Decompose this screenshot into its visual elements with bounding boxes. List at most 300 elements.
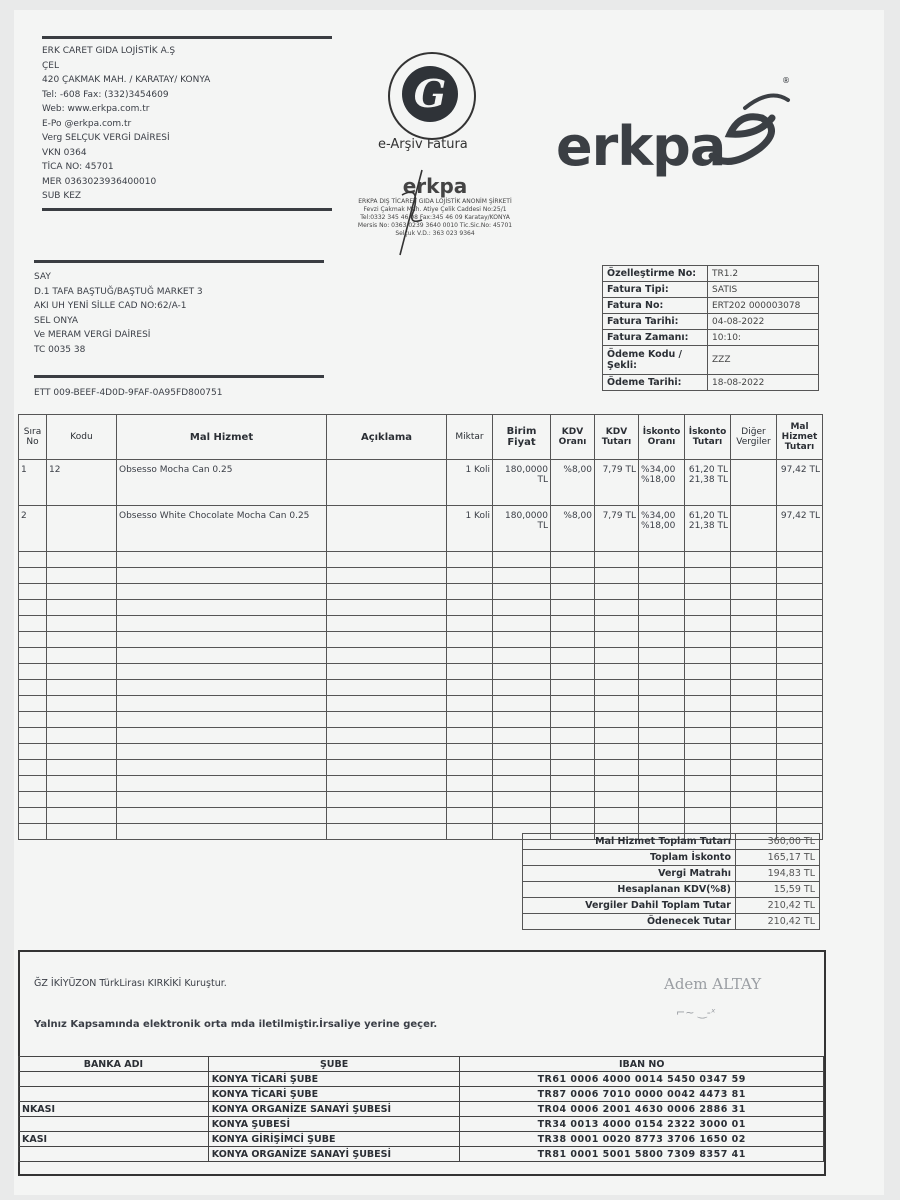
empty-cell — [327, 696, 447, 712]
empty-cell — [47, 728, 117, 744]
empty-table-row — [19, 552, 823, 568]
col-header: İskonto Oranı — [639, 415, 685, 460]
empty-cell — [493, 552, 551, 568]
empty-cell — [551, 712, 595, 728]
empty-cell — [327, 568, 447, 584]
cell-disc-amount: 61,20 TL 21,38 TL — [685, 506, 731, 552]
empty-cell — [327, 552, 447, 568]
empty-cell — [551, 808, 595, 824]
empty-cell — [551, 728, 595, 744]
bank-name — [19, 1117, 209, 1132]
cell-no: 2 — [19, 506, 47, 552]
empty-cell — [685, 552, 731, 568]
empty-cell — [777, 712, 823, 728]
empty-cell — [19, 808, 47, 824]
empty-cell — [47, 744, 117, 760]
bank-name: KASI — [19, 1132, 209, 1147]
totals-label: Ödenecek Tutar — [523, 914, 736, 930]
stamp-line: Selçuk V.D.: 363 023 9364 — [395, 230, 475, 237]
empty-cell — [777, 616, 823, 632]
cell-price: 180,0000 TL — [493, 460, 551, 506]
empty-table-row — [19, 712, 823, 728]
cell-desc — [327, 506, 447, 552]
empty-cell — [595, 776, 639, 792]
empty-cell — [493, 776, 551, 792]
seller-line: MER 0363023936400010 — [42, 176, 157, 187]
empty-cell — [117, 712, 327, 728]
empty-cell — [447, 568, 493, 584]
empty-cell — [47, 600, 117, 616]
col-header: Birim Fiyat — [493, 415, 551, 460]
empty-table-row — [19, 696, 823, 712]
cell-disc-amount: 61,20 TL 21,38 TL — [685, 460, 731, 506]
cell-price: 180,0000 TL — [493, 506, 551, 552]
gib-letter: G — [402, 66, 458, 122]
empty-cell — [447, 648, 493, 664]
totals-table — [522, 833, 820, 930]
bank-branch: KONYA GİRİŞİMCİ ŞUBE — [208, 1132, 460, 1147]
empty-cell — [731, 696, 777, 712]
empty-cell — [447, 600, 493, 616]
ettn-line: ETT 009-BEEF-4D0D-9FAF-0A95FD800751 — [34, 388, 223, 398]
empty-cell — [595, 680, 639, 696]
empty-cell — [777, 760, 823, 776]
totals-row — [523, 834, 820, 850]
empty-cell — [731, 760, 777, 776]
empty-cell — [685, 584, 731, 600]
empty-cell — [595, 552, 639, 568]
empty-cell — [19, 712, 47, 728]
seller-line: E-Po @erkpa.com.tr — [42, 118, 132, 129]
empty-cell — [551, 680, 595, 696]
empty-table-row — [19, 600, 823, 616]
empty-cell — [327, 712, 447, 728]
empty-cell — [47, 648, 117, 664]
bank-name — [19, 1087, 209, 1102]
empty-table-row — [19, 648, 823, 664]
meta-key: Özelleştirme No: — [603, 266, 708, 282]
empty-cell — [685, 600, 731, 616]
empty-cell — [117, 728, 327, 744]
empty-cell — [639, 760, 685, 776]
bank-iban: TR61 0006 4000 0014 5450 0347 59 — [460, 1072, 824, 1087]
bank-name — [19, 1072, 209, 1087]
meta-value: ERT202 000003078 — [708, 298, 819, 314]
empty-table-row — [19, 664, 823, 680]
empty-cell — [551, 648, 595, 664]
empty-cell — [639, 792, 685, 808]
totals-label: Toplam İskonto — [523, 850, 736, 866]
amount-in-words: ĞZ İKİYÜZON TürkLirası KIRKİKİ Kuruştur. — [34, 978, 227, 989]
empty-cell — [47, 776, 117, 792]
empty-cell — [493, 632, 551, 648]
bank-row — [19, 1147, 824, 1162]
empty-cell — [493, 648, 551, 664]
empty-cell — [19, 680, 47, 696]
empty-cell — [447, 584, 493, 600]
seller-line: TİCA NO: 45701 — [42, 162, 114, 172]
empty-table-row — [19, 568, 823, 584]
seller-line: 420 ÇAKMAK MAH. / KARATAY/ KONYA — [42, 75, 211, 85]
empty-cell — [685, 696, 731, 712]
seller-line: SUB KEZ — [42, 191, 82, 201]
gib-seal-logo — [388, 52, 476, 140]
empty-cell — [493, 728, 551, 744]
empty-cell — [639, 568, 685, 584]
empty-cell — [117, 584, 327, 600]
empty-cell — [117, 696, 327, 712]
col-header: Sıra No — [19, 415, 47, 460]
empty-cell — [47, 616, 117, 632]
empty-cell — [595, 584, 639, 600]
cell-vat-rate: %8,00 — [551, 460, 595, 506]
bank-iban: TR04 0006 2001 4630 0006 2886 31 — [460, 1102, 824, 1117]
empty-cell — [327, 728, 447, 744]
empty-cell — [493, 712, 551, 728]
bank-name: NKASI — [19, 1102, 209, 1117]
empty-cell — [493, 680, 551, 696]
empty-cell — [47, 680, 117, 696]
empty-cell — [19, 728, 47, 744]
empty-cell — [777, 600, 823, 616]
empty-cell — [19, 760, 47, 776]
empty-cell — [19, 776, 47, 792]
empty-cell — [47, 760, 117, 776]
bank-row — [19, 1132, 824, 1147]
earsiv-label: e-Arşiv Fatura — [378, 137, 468, 152]
empty-cell — [47, 568, 117, 584]
cell-code — [47, 506, 117, 552]
bank-header-row — [19, 1057, 824, 1072]
empty-cell — [447, 696, 493, 712]
cell-name: Obsesso Mocha Can 0.25 — [117, 460, 327, 506]
empty-cell — [447, 728, 493, 744]
stamp-line: Fevzi Çakmak Mah. Atiye Çelik Caddesi No:25/1 — [363, 206, 507, 213]
empty-cell — [117, 792, 327, 808]
empty-cell — [47, 584, 117, 600]
meta-row — [603, 346, 819, 375]
buyer-line: SAY — [34, 272, 51, 282]
empty-cell — [639, 744, 685, 760]
empty-cell — [47, 632, 117, 648]
empty-cell — [327, 664, 447, 680]
totals-row — [523, 898, 820, 914]
empty-cell — [731, 664, 777, 680]
empty-cell — [447, 824, 493, 840]
empty-table-row — [19, 792, 823, 808]
empty-cell — [639, 664, 685, 680]
empty-cell — [551, 760, 595, 776]
empty-cell — [777, 568, 823, 584]
totals-label: Vergi Matrahı — [523, 866, 736, 882]
meta-value: 04-08-2022 — [708, 314, 819, 330]
empty-cell — [117, 552, 327, 568]
bank-branch: KONYA TİCARİ ŞUBE — [208, 1087, 460, 1102]
empty-cell — [731, 648, 777, 664]
totals-row — [523, 850, 820, 866]
bank-row — [19, 1102, 824, 1117]
empty-table-row — [19, 680, 823, 696]
empty-cell — [731, 552, 777, 568]
empty-cell — [731, 728, 777, 744]
bank-iban: TR34 0013 4000 0154 2322 3000 01 — [460, 1117, 824, 1132]
empty-cell — [19, 824, 47, 840]
empty-cell — [47, 664, 117, 680]
totals-row — [523, 866, 820, 882]
empty-table-row — [19, 760, 823, 776]
empty-cell — [777, 552, 823, 568]
table-row — [19, 506, 823, 552]
empty-cell — [551, 792, 595, 808]
empty-cell — [447, 744, 493, 760]
meta-key: Ödeme Kodu / Şekli: — [603, 346, 708, 375]
bank-row — [19, 1072, 824, 1087]
empty-cell — [19, 616, 47, 632]
empty-cell — [731, 616, 777, 632]
empty-cell — [19, 552, 47, 568]
bank-iban: TR38 0001 0020 8773 3706 1650 02 — [460, 1132, 824, 1147]
signature-name: Adem ALTAY — [664, 975, 762, 993]
totals-row — [523, 882, 820, 898]
stamp-brand: erkpa — [402, 174, 468, 198]
empty-cell — [117, 760, 327, 776]
empty-cell — [639, 648, 685, 664]
empty-cell — [19, 632, 47, 648]
totals-value: 210,42 TL — [736, 898, 820, 914]
empty-cell — [19, 744, 47, 760]
empty-cell — [639, 696, 685, 712]
empty-cell — [493, 616, 551, 632]
empty-cell — [731, 600, 777, 616]
empty-cell — [595, 792, 639, 808]
meta-key: Ödeme Tarihi: — [603, 375, 708, 391]
empty-cell — [47, 552, 117, 568]
empty-cell — [551, 744, 595, 760]
bank-row — [19, 1117, 824, 1132]
meta-row — [603, 282, 819, 298]
empty-cell — [493, 600, 551, 616]
meta-value: 18-08-2022 — [708, 375, 819, 391]
totals-label: Hesaplanan KDV(%8) — [523, 882, 736, 898]
company-stamp — [330, 174, 540, 238]
empty-cell — [327, 776, 447, 792]
empty-cell — [595, 568, 639, 584]
empty-cell — [327, 680, 447, 696]
empty-cell — [777, 664, 823, 680]
empty-cell — [685, 632, 731, 648]
empty-cell — [117, 632, 327, 648]
items-header-row — [19, 415, 823, 460]
col-header: Açıklama — [327, 415, 447, 460]
empty-cell — [685, 776, 731, 792]
seller-line: ÇEL — [42, 60, 59, 71]
empty-cell — [327, 616, 447, 632]
cell-other — [731, 506, 777, 552]
empty-cell — [327, 584, 447, 600]
seller-line: Verg SELÇUK VERGİ DAİRESİ — [42, 133, 170, 143]
empty-cell — [595, 696, 639, 712]
seller-line: ERK CARET GIDA LOJİSTİK A.Ş — [42, 46, 176, 56]
seller-line: Web: www.erkpa.com.tr — [42, 104, 150, 114]
empty-cell — [731, 808, 777, 824]
empty-cell — [327, 744, 447, 760]
empty-cell — [685, 680, 731, 696]
empty-cell — [117, 808, 327, 824]
empty-cell — [19, 664, 47, 680]
empty-cell — [595, 616, 639, 632]
totals-label: Mal Hizmet Toplam Tutarı — [523, 834, 736, 850]
empty-cell — [47, 696, 117, 712]
signature-scribble-icon — [392, 165, 432, 260]
bank-branch: KONYA ŞUBESİ — [208, 1117, 460, 1132]
totals-value: 360,00 TL — [736, 834, 820, 850]
buyer-line: SEL ONYA — [34, 315, 79, 326]
signature-scribble: ⌐~ ‿-ˣ — [676, 1006, 716, 1019]
seller-line: Tel: -608 Fax: (332)3454609 — [42, 89, 169, 100]
totals-label: Vergiler Dahil Toplam Tutar — [523, 898, 736, 914]
empty-table-row — [19, 808, 823, 824]
empty-cell — [551, 696, 595, 712]
empty-cell — [777, 648, 823, 664]
empty-cell — [639, 616, 685, 632]
totals-value: 210,42 TL — [736, 914, 820, 930]
empty-cell — [19, 648, 47, 664]
empty-cell — [19, 584, 47, 600]
cell-disc-rate: %34,00 %18,00 — [639, 460, 685, 506]
empty-cell — [685, 568, 731, 584]
empty-cell — [447, 776, 493, 792]
empty-cell — [731, 568, 777, 584]
stamp-line: ERKPA DIŞ TİCARET GIDA LOJİSTİK ANONİM ŞİRKETİ — [358, 198, 512, 205]
empty-cell — [327, 648, 447, 664]
empty-cell — [447, 712, 493, 728]
empty-cell — [685, 712, 731, 728]
empty-cell — [731, 744, 777, 760]
empty-cell — [117, 616, 327, 632]
empty-cell — [447, 552, 493, 568]
empty-cell — [731, 712, 777, 728]
empty-cell — [639, 712, 685, 728]
table-row — [19, 460, 823, 506]
bank-iban: TR87 0006 7010 0000 0042 4473 81 — [460, 1087, 824, 1102]
empty-table-row — [19, 616, 823, 632]
empty-cell — [595, 664, 639, 680]
empty-table-row — [19, 776, 823, 792]
header-rule-top — [42, 36, 332, 39]
erkpa-logo: erkpa — [556, 115, 726, 178]
totals-value: 165,17 TL — [736, 850, 820, 866]
empty-cell — [777, 744, 823, 760]
empty-cell — [551, 616, 595, 632]
totals-value: 15,59 TL — [736, 882, 820, 898]
empty-cell — [47, 792, 117, 808]
cell-code: 12 — [47, 460, 117, 506]
empty-cell — [47, 808, 117, 824]
empty-cell — [731, 776, 777, 792]
empty-cell — [47, 712, 117, 728]
empty-cell — [639, 680, 685, 696]
meta-value: ZZZ — [708, 346, 819, 375]
meta-row — [603, 266, 819, 282]
empty-cell — [777, 808, 823, 824]
stamp-line: Tel:0332 345 46 08 Fax:345 46 09 Karatay/KONYA — [360, 214, 510, 221]
empty-cell — [47, 824, 117, 840]
empty-cell — [493, 696, 551, 712]
empty-cell — [493, 760, 551, 776]
empty-cell — [685, 664, 731, 680]
empty-cell — [493, 792, 551, 808]
totals-row — [523, 914, 820, 930]
empty-cell — [685, 744, 731, 760]
meta-row — [603, 375, 819, 391]
buyer-line: TC 0035 38 — [34, 344, 86, 355]
empty-cell — [685, 760, 731, 776]
empty-cell — [685, 648, 731, 664]
cell-vat-amount: 7,79 TL — [595, 506, 639, 552]
empty-cell — [327, 760, 447, 776]
meta-row — [603, 330, 819, 346]
bank-col-header: BANKA ADI — [19, 1057, 209, 1072]
empty-cell — [595, 712, 639, 728]
items-table — [18, 414, 823, 840]
empty-cell — [447, 760, 493, 776]
totals-value: 194,83 TL — [736, 866, 820, 882]
meta-key: Fatura Zamanı: — [603, 330, 708, 346]
empty-cell — [19, 600, 47, 616]
empty-cell — [639, 808, 685, 824]
empty-cell — [639, 728, 685, 744]
empty-table-row — [19, 744, 823, 760]
empty-cell — [595, 600, 639, 616]
cell-desc — [327, 460, 447, 506]
empty-cell — [117, 648, 327, 664]
buyer-line: AKI UH YENİ SİLLE CAD NO:62/A-1 — [34, 301, 187, 311]
seller-block — [42, 44, 210, 204]
cell-vat-amount: 7,79 TL — [595, 460, 639, 506]
empty-cell — [19, 792, 47, 808]
empty-cell — [117, 664, 327, 680]
empty-cell — [19, 696, 47, 712]
empty-cell — [777, 696, 823, 712]
empty-cell — [327, 824, 447, 840]
buyer-block — [34, 270, 203, 357]
empty-cell — [117, 776, 327, 792]
bank-table — [18, 1056, 824, 1162]
empty-cell — [447, 808, 493, 824]
cell-vat-rate: %8,00 — [551, 506, 595, 552]
empty-cell — [639, 632, 685, 648]
cell-qty: 1 Koli — [447, 506, 493, 552]
meta-row — [603, 298, 819, 314]
empty-cell — [639, 584, 685, 600]
empty-cell — [551, 776, 595, 792]
empty-cell — [327, 792, 447, 808]
empty-table-row — [19, 728, 823, 744]
meta-key: Fatura Tipi: — [603, 282, 708, 298]
empty-cell — [595, 808, 639, 824]
empty-cell — [117, 680, 327, 696]
empty-cell — [777, 728, 823, 744]
bank-col-header: ŞUBE — [208, 1057, 460, 1072]
empty-cell — [731, 632, 777, 648]
empty-cell — [777, 632, 823, 648]
empty-cell — [731, 584, 777, 600]
meta-row — [603, 314, 819, 330]
empty-cell — [685, 808, 731, 824]
empty-cell — [493, 744, 551, 760]
empty-cell — [551, 552, 595, 568]
empty-cell — [595, 728, 639, 744]
